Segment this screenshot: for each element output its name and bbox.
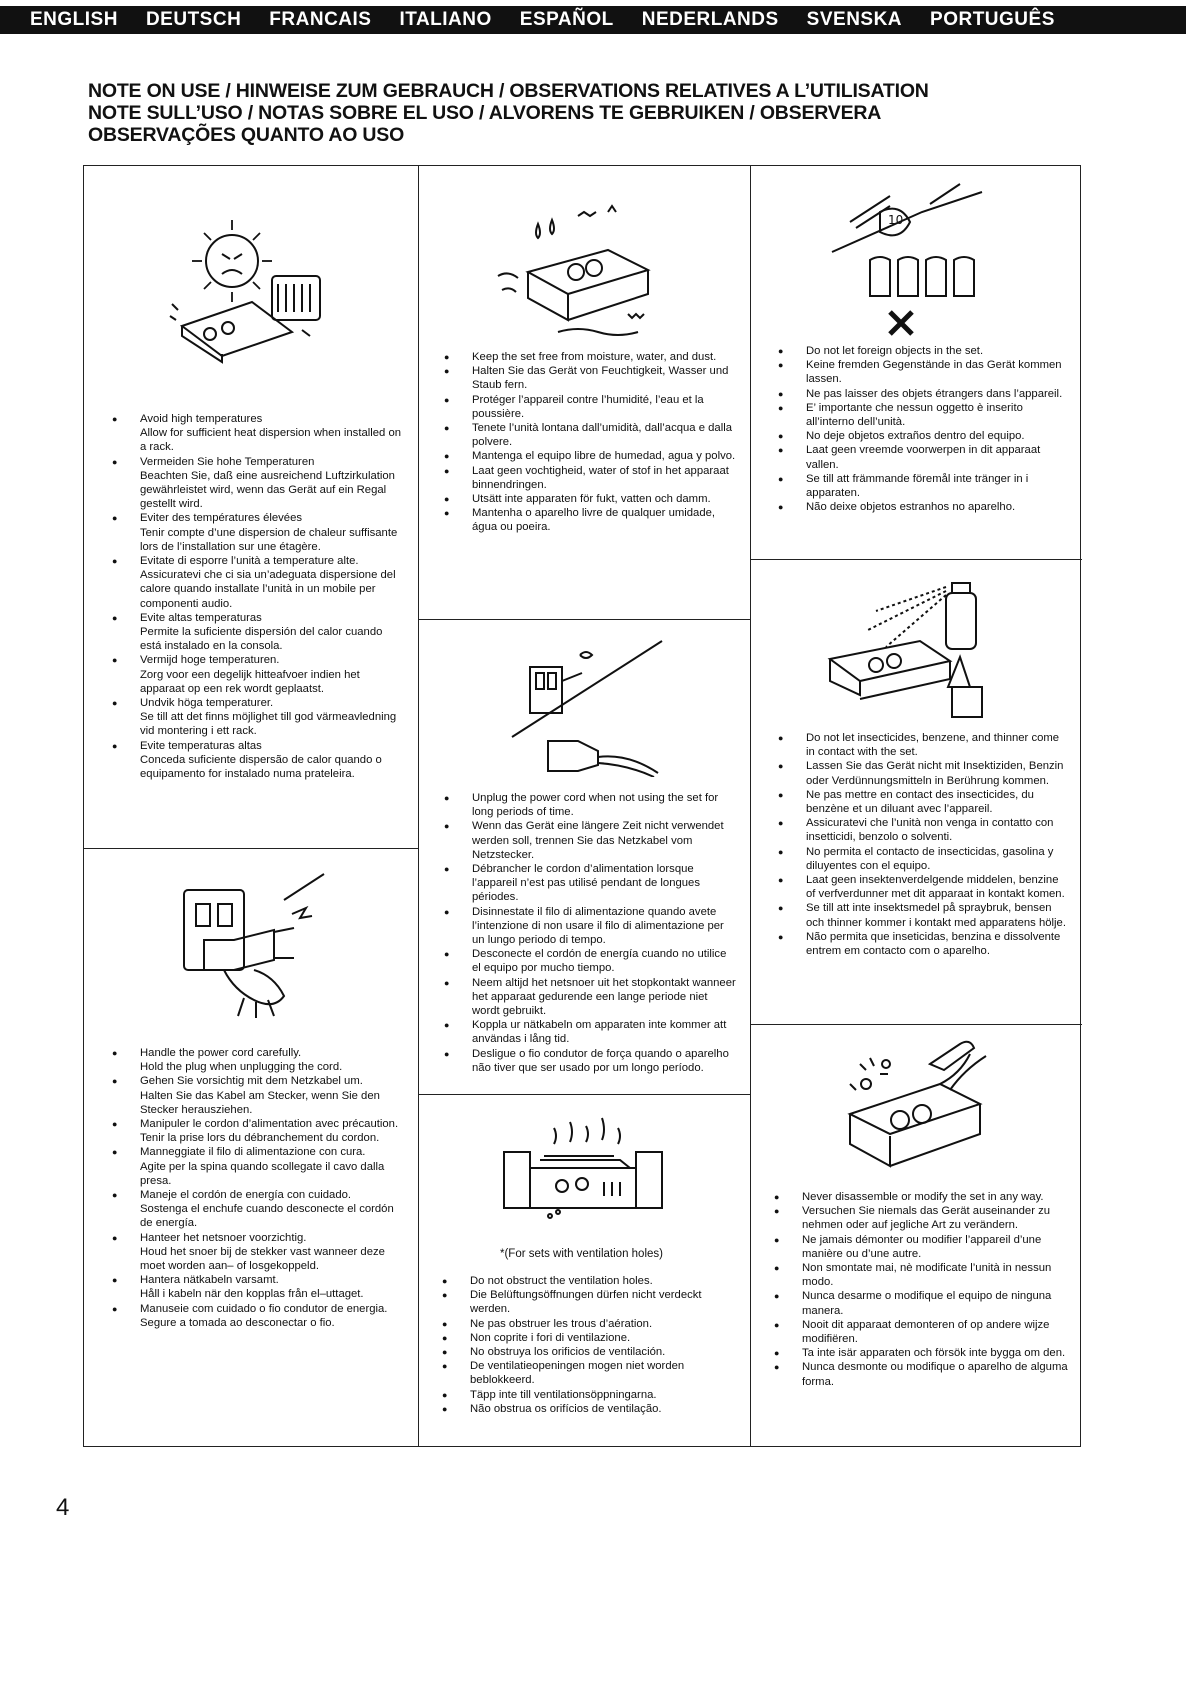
lang-english: ENGLISH [30, 9, 118, 30]
list-item: ● Desligue o fio condutor de força quando o aparelho não tiver que ser usado por um longo período. [444, 1047, 736, 1075]
cell-moisture [418, 166, 750, 619]
list-item: ● Mantenha o aparelho livre de qualquer umidade, água ou poeira. [444, 506, 736, 534]
list-item: ● Vermeiden Sie hohe Temperaturen Beachten Sie, daß eine ausreichend Luftzirkulation gewährleistet wird, wenn das Gerät auf ein Regal gestellt wird. [112, 455, 402, 512]
lang-espanol: ESPAÑOL [519, 9, 614, 30]
list-item: ● Keine fremden Gegenstände in das Gerät kommen lassen. [778, 358, 1068, 386]
list-item: ● Não permita que inseticidas, benzina e dissolvente entrem em contacto com o aparelho. [778, 930, 1068, 958]
list-item: ● Protéger l’appareil contre l’humidité, l’eau et la poussière. [444, 393, 736, 421]
list-item: ● Manuseie com cuidado o fio condutor de energia. Segure a tomada ao desconectar o fio. [112, 1302, 402, 1330]
list-item: ● Evite altas temperaturas Permite la suficiente dispersión del calor cuando está instalado en la consola. [112, 611, 402, 654]
list-item: ● Laat geen vreemde voorwerpen in dit apparaat vallen. [778, 443, 1068, 471]
list-item: ● Ta inte isär apparaten och försök inte bygga om den. [774, 1346, 1068, 1360]
sun-and-heater-icon [162, 206, 342, 366]
svg-text:10: 10 [888, 213, 904, 227]
language-bar [0, 6, 1186, 34]
list-item: ● No deje objetos extraños dentro del equipo. [778, 429, 1068, 443]
list-item: ● Nooit dit apparaat demonteren of op andere wijze modifiëren. [774, 1318, 1068, 1346]
list-item: ● Disinnestate il filo di alimentazione quando avete l’intenzione di non usare il filo di alimentazione per un lungo periodo di tempo. [444, 905, 736, 948]
list-item: ● Mantenga el equipo libre de humedad, agua y polvo. [444, 449, 736, 463]
list-item: ● Ne jamais démonter ou modifier l’appareil d’une manière ou d’une autre. [774, 1233, 1068, 1261]
cell-foreign [750, 166, 1082, 559]
list-item: ● Do not let foreign objects in the set. [778, 344, 1068, 358]
blocked-ventilation-icon [494, 1112, 674, 1222]
list-item: ● Versuchen Sie niemals das Gerät auseinander zu nehmen oder auf jegliche Art zu verändern. [774, 1204, 1068, 1232]
list-item: ● Non coprite i fori di ventilazione. [442, 1331, 736, 1345]
list-item: ● Laat geen vochtigheid, water of stof in het apparaat binnendringen. [444, 464, 736, 492]
list-item: ● Vermijd hoge temperaturen. Zorg voor een degelijk hitteafvoer indien het apparaat op een rek wordt geplaatst. [112, 653, 402, 696]
list-item: ● Manipuler le cordon d’alimentation avec précaution. Tenir la prise lors du débranchement du cordon. [112, 1117, 402, 1145]
ventilation-note: *(For sets with ventilation holes) [500, 1248, 663, 1260]
list-item: ● No permita el contacto de insecticidas, gasolina y diluyentes con el equipo. [778, 845, 1068, 873]
screwdriver-tools-icon [830, 1034, 1000, 1184]
list-item: ● No obstruya los orificios de ventilación. [442, 1345, 736, 1359]
foreign-object-icon [820, 182, 1010, 342]
list-item: ● Lassen Sie das Gerät nicht mit Insektiziden, Benzin oder Verdünnungsmitteln in Berührung kommen. [778, 759, 1068, 787]
list-item: ● Evitate di esporre l’unità a temperature alte. Assicuratevi che ci sia un’adeguata dispersione del calore quando installate l’unità in un mobile per componenti audio. [112, 554, 402, 611]
list-item: ● Desconecte el cordón de energía cuando no utilice el equipo por mucho tiempo. [444, 947, 736, 975]
list-item: ● Gehen Sie vorsichtig mit dem Netzkabel um. Halten Sie das Kabel am Stecker, wenn Sie den Stecker herausziehen. [112, 1074, 402, 1117]
list-item: ● Täpp inte till ventilationsöppningarna. [442, 1388, 736, 1402]
list-item: ● Ne pas laisser des objets étrangers dans l’appareil. [778, 387, 1068, 401]
list-item: ● Nunca desarme o modifique el equipo de ninguna manera. [774, 1289, 1068, 1317]
list-item: ● Do not let insecticides, benzene, and thinner come in contact with the set. [778, 731, 1068, 759]
wall-outlet-plug-icon [508, 637, 668, 777]
list-item: ● Die Belüftungsöffnungen dürfen nicht verdeckt werden. [442, 1288, 736, 1316]
list-item: ● Ne pas mettre en contact des insecticides, du benzène et un diluant avec l’appareil. [778, 788, 1068, 816]
list-item: ● Hantera nätkabeln varsamt. Håll i kabeln när den kopplas från el–uttaget. [112, 1273, 402, 1301]
list-item: ● Nunca desmonte ou modifique o aparelho de alguma forma. [774, 1360, 1068, 1388]
list-item: ● Tenete l’unità lontana dall’umidità, dall’acqua e dalla polvere. [444, 421, 736, 449]
list-item: ● Keep the set free from moisture, water, and dust. [444, 350, 736, 364]
list-item: ● Maneje el cordón de energía con cuidado. Sostenga el enchufe cuando desconecte el cordón de energía. [112, 1188, 402, 1231]
lang-nederlands: NEDERLANDS [641, 9, 779, 30]
list-item: ● Eviter des températures élevées Tenir compte d’une dispersion de chaleur suffisante lors de l’installation sur une étagère. [112, 511, 402, 554]
list-item: ● Se till att inte insektsmedel på spraybruk, bensen och thinner kommer i kontakt med apparatens hölje. [778, 901, 1068, 929]
list-item: ● Do not obstruct the ventilation holes. [442, 1274, 736, 1288]
spray-can-icon [820, 573, 1000, 723]
list-item: ● Hanteer het netsnoer voorzichtig. Houd het snoer bij de stekker vast wanneer deze moet worden aan– of losgekoppeld. [112, 1231, 402, 1274]
list-item: ● Assicuratevi che l’unità non venga in contatto con insetticidi, benzolo o solventi. [778, 816, 1068, 844]
list-item: ● Se till att främmande föremål inte tränger in i apparaten. [778, 472, 1068, 500]
list-item: ● E’ importante che nessun oggetto è inserito all’interno dell’unità. [778, 401, 1068, 429]
page-number: 4 [56, 1494, 70, 1521]
page-title [88, 80, 1088, 146]
cell-disassemble [750, 1024, 1082, 1448]
list-item: ● Undvik höga temperaturer. Se till att det finns möjlighet till god värmeavledning vid montering i ett rack. [112, 696, 402, 739]
list-item: ● Ne pas obstruer les trous d’aération. [442, 1317, 736, 1331]
list-item: ● Unplug the power cord when not using the set for long periods of time. [444, 791, 736, 819]
list-item: ● De ventilatieopeningen mogen niet worden beblokkeerd. [442, 1359, 736, 1387]
hand-unplugging-icon [164, 870, 334, 1020]
cell-heat [84, 166, 418, 848]
list-item: ● Utsätt inte apparaten för fukt, vatten och damm. [444, 492, 736, 506]
list-item: ● Never disassemble or modify the set in any way. [774, 1190, 1068, 1204]
lang-portugues: PORTUGUÊS [930, 9, 1055, 30]
list-item: ● Manneggiate il filo di alimentazione con cura. Agite per la spina quando scollegate il cavo dalla presa. [112, 1145, 402, 1188]
list-item: ● Non smontate mai, nè modificate l’unità in nessun modo. [774, 1261, 1068, 1289]
cell-vent [418, 1094, 750, 1448]
lang-francais: FRANCAIS [269, 9, 372, 30]
list-item: ● Débrancher le cordon d’alimentation lorsque l’appareil n’est pas utilisé pendant de longues périodes. [444, 862, 736, 905]
list-item: ● Neem altijd het netsnoer uit het stopkontakt wanneer het apparaat gedurende een lange periode niet wordt gebruikt. [444, 976, 736, 1019]
list-item: ● Não obstrua os orifícios de ventilação. [442, 1402, 736, 1416]
list-item: ● Halten Sie das Gerät von Feuchtigkeit, Wasser und Staub fern. [444, 364, 736, 392]
notes-grid [83, 165, 1081, 1447]
title-line-2: NOTE SULL’USO / NOTAS SOBRE EL USO / ALVORENS TE GEBRUIKEN / OBSERVERA [88, 102, 882, 124]
cell-unplug [418, 619, 750, 1094]
cell-cord [84, 848, 418, 1448]
lang-svenska: SVENSKA [806, 9, 903, 30]
list-item: ● Avoid high temperatures Allow for sufficient heat dispersion when installed on a rack. [112, 412, 402, 455]
list-item: ● Não deixe objetos estranhos no aparelho. [778, 500, 1068, 514]
list-item: ● Laat geen insektenverdelgende middelen, benzine of verfverdunner met dit apparaat in kontakt komen. [778, 873, 1068, 901]
list-item: ● Evite temperaturas altas Conceda suficiente dispersão de calor quando o equipamento for instalado numa prateleira. [112, 739, 402, 782]
title-line-3: OBSERVAÇÕES QUANTO AO USO [88, 124, 405, 146]
list-item: ● Wenn das Gerät eine längere Zeit nicht verwendet werden soll, trennen Sie das Netzkabel vom Netzstecker. [444, 819, 736, 862]
title-line-1: NOTE ON USE / HINWEISE ZUM GEBRAUCH / OBSERVATIONS RELATIVES A L’UTILISATION [88, 80, 929, 102]
lang-italiano: ITALIANO [399, 9, 492, 30]
list-item: ● Koppla ur nätkabeln om apparaten inte kommer att användas i lång tid. [444, 1018, 736, 1046]
lang-deutsch: DEUTSCH [145, 9, 242, 30]
water-drops-icon [488, 202, 678, 352]
list-item: ● Handle the power cord carefully. Hold the plug when unplugging the cord. [112, 1046, 402, 1074]
cell-insecticide [750, 559, 1082, 1024]
